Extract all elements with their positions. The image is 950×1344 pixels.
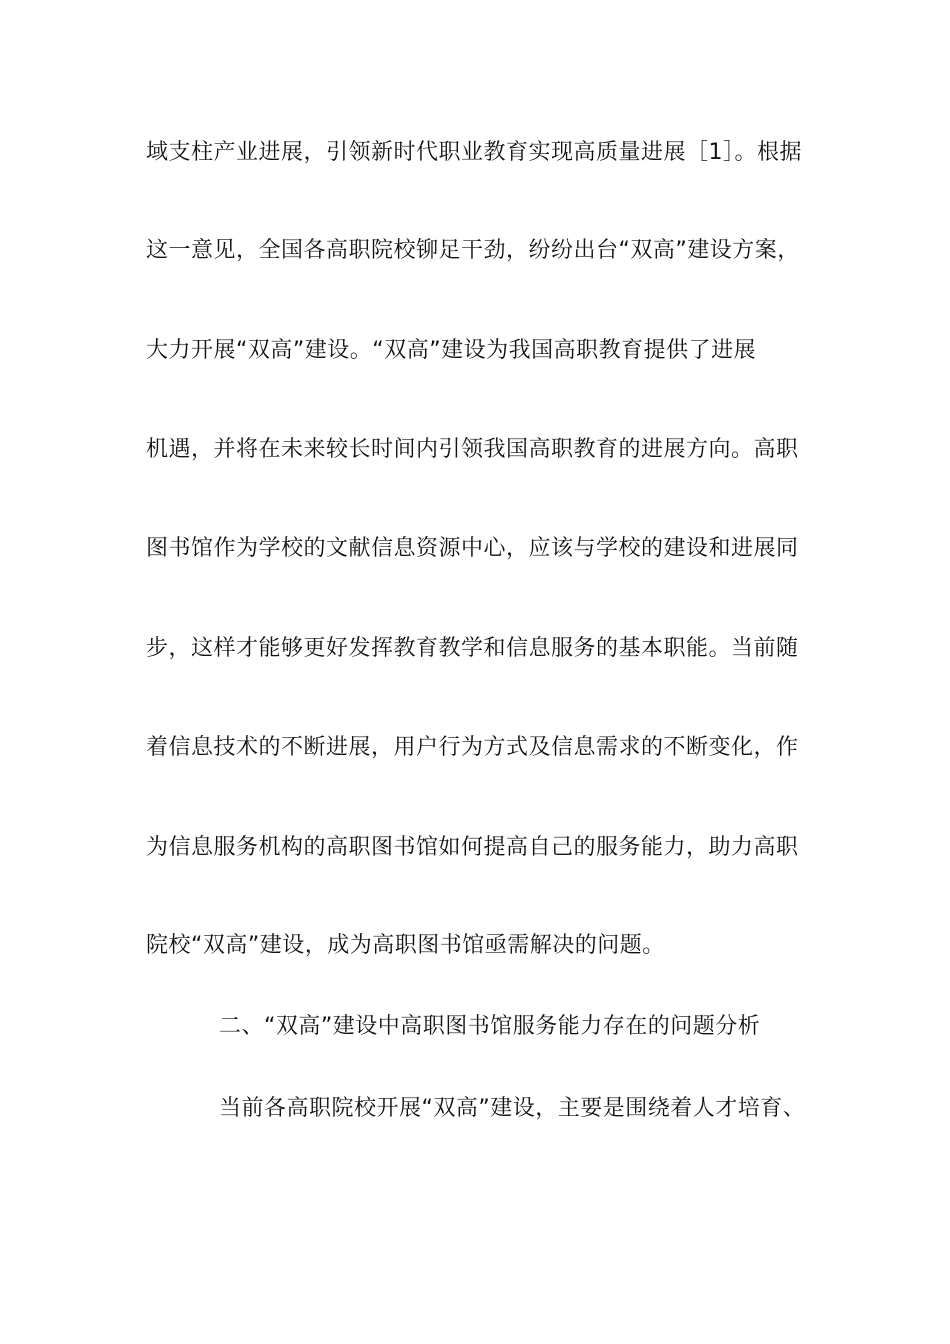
body-text-line: 这一意见，全国各高职院校铆足干劲，纷纷出台“双高”建设方案， xyxy=(146,238,800,263)
section-body-text-line: 当前各高职院校开展“双高”建设，主要是围绕着人才培育、 xyxy=(219,1096,806,1121)
body-text-line: 机遇，并将在未来较长时间内引领我国高职教育的进展方向。高职 xyxy=(146,437,799,462)
section-heading: 二、“双高”建设中高职图书馆服务能力存在的问题分析 xyxy=(219,1014,761,1039)
body-text-line: 大力开展“双高”建设。“双高”建设为我国高职教育提供了进展 xyxy=(146,338,757,363)
body-text-line: 图书馆作为学校的文献信息资源中心，应该与学校的建设和进展同 xyxy=(146,536,799,561)
body-text-line: 着信息技术的不断进展，用户行为方式及信息需求的不断变化，作 xyxy=(146,735,799,760)
body-text-line: 为信息服务机构的高职图书馆如何提高自己的服务能力，助力高职 xyxy=(146,835,799,860)
body-text-line: 步，这样才能够更好发挥教育教学和信息服务的基本职能。当前随 xyxy=(146,636,799,661)
body-text-line: 域支柱产业进展，引领新时代职业教育实现高质量进展［1］。根据 xyxy=(146,140,802,165)
body-text-line: 院校“双高”建设，成为高职图书馆亟需解决的问题。 xyxy=(146,933,665,958)
